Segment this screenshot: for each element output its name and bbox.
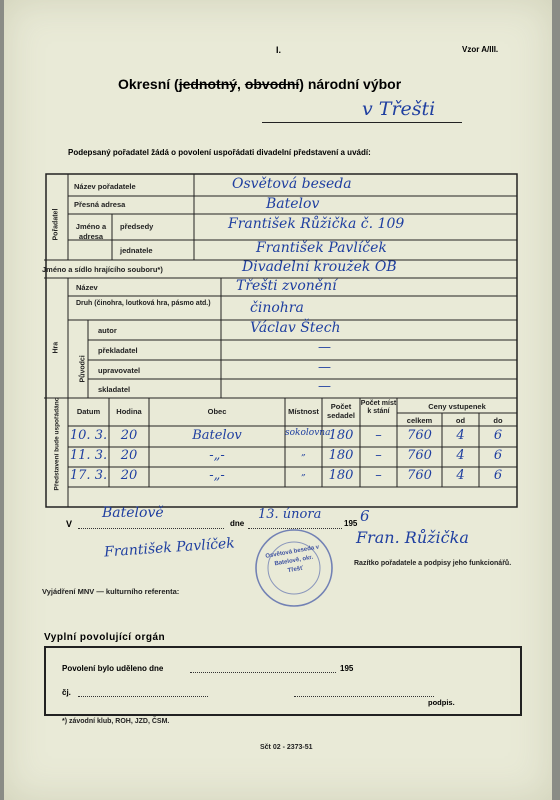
- composer-label: skladatel: [98, 385, 131, 394]
- perf-town: -„-: [209, 468, 225, 483]
- composer-value: —: [318, 379, 331, 394]
- ref-line: [78, 690, 208, 697]
- translator-value: —: [318, 340, 331, 355]
- secretary-value: František Pavlíček: [256, 240, 387, 256]
- perf-hour: 20: [120, 468, 138, 483]
- origin-section-label: Původci: [79, 355, 87, 383]
- author-label: autor: [98, 326, 117, 335]
- col-prices-header: Ceny vstupenek: [428, 402, 486, 411]
- perf-hour: 20: [120, 428, 138, 443]
- perf-venue: „: [301, 468, 306, 478]
- year-prefix: 195: [344, 519, 358, 528]
- translator-label: překladatel: [98, 346, 138, 355]
- perf-from: 4: [456, 448, 465, 463]
- perf-to: 6: [493, 468, 503, 483]
- ensemble-value: Divadelní kroužek OB: [242, 259, 397, 275]
- signature-place: Batelově: [102, 505, 164, 521]
- form-paper: [4, 0, 552, 800]
- granted-line: [190, 666, 336, 673]
- performances-section-label: Představení bude uspořádáno: [53, 397, 61, 491]
- ensemble-label: Jméno a sídlo hrajícího souboru*): [42, 265, 163, 274]
- organizer-address-value: Batelov: [266, 196, 320, 212]
- chairman-label: předsedy: [120, 222, 154, 231]
- col-date-header: Datum: [76, 407, 101, 416]
- form-code: Vzor A/III.: [462, 45, 499, 54]
- chairman-value: František Růžička č. 109: [228, 216, 405, 232]
- intro-text: Podepsaný pořadatel žádá o povolení uspořádati divadelní představení a uvádí:: [68, 148, 371, 157]
- perf-standing: –: [375, 468, 382, 483]
- play-section-label: Hra: [52, 341, 60, 354]
- perf-hour: 20: [120, 448, 138, 463]
- col-total-header: celkem: [406, 416, 433, 425]
- granted-year-prefix: 195: [340, 664, 354, 673]
- signature-left: František Pavlíček: [103, 535, 236, 561]
- perf-town: -„-: [209, 448, 225, 463]
- col-from-header: od: [455, 416, 466, 425]
- perf-from: 4: [456, 428, 465, 443]
- perf-date: 11. 3.: [69, 448, 108, 463]
- perf-date: 10. 3.: [69, 428, 108, 443]
- granted-label: Povolení bylo uděleno dne: [62, 664, 164, 673]
- place-prefix: V: [66, 519, 73, 529]
- name-address-label: Jméno a adresa: [75, 222, 107, 241]
- perf-venue: „: [301, 448, 306, 458]
- adapter-label: upravovatel: [98, 366, 141, 375]
- play-title-label: Název: [76, 283, 98, 292]
- play-genre-value: činohra: [250, 300, 304, 316]
- form-title: Okresní (jednotný, obvodní) národní výbor: [118, 76, 402, 92]
- col-venue-header: Místnost: [288, 407, 319, 416]
- perf-town: Batelov: [192, 428, 242, 443]
- col-to-header: do: [493, 416, 503, 425]
- stamp-text: Osvětová beseda v Batelově, okr. Třešť: [265, 544, 320, 575]
- form-number: I.: [276, 45, 282, 55]
- author-value: Václav Štech: [250, 320, 341, 336]
- play-title-value: Třešti zvonění: [236, 278, 337, 294]
- sign-line: [294, 690, 434, 697]
- col-seats-header: Počet sedadel: [327, 402, 355, 420]
- perf-seats: 180: [328, 468, 354, 483]
- col-hour-header: Hodina: [116, 407, 142, 416]
- signature-caption: Razítko pořadatele a podpisy jeho funkcionářů.: [354, 560, 512, 567]
- organizer-name-value: Osvětová beseda: [232, 176, 352, 192]
- organizer-section-label: Pořadatel: [52, 208, 60, 241]
- adapter-value: —: [318, 360, 331, 375]
- perf-to: 6: [493, 428, 503, 443]
- perf-standing: –: [375, 448, 382, 463]
- date-prefix: dne: [230, 519, 245, 528]
- signature-right: Fran. Růžička: [356, 528, 469, 547]
- play-genre-label: Druh (činohra, loutková hra, pásmo atd.): [76, 300, 211, 307]
- perf-standing: –: [375, 428, 382, 443]
- perf-date: 17. 3.: [69, 468, 108, 483]
- organizer-name-label: Název pořadatele: [74, 182, 136, 191]
- perf-from: 4: [456, 468, 465, 483]
- footnote: *) závodní klub, ROH, JZD, ČSM.: [62, 718, 170, 725]
- sign-label: podpis.: [428, 698, 455, 707]
- ref-label: čj.: [62, 688, 71, 697]
- perf-total: 760: [407, 428, 432, 443]
- signature-year: 6: [360, 507, 370, 525]
- col-town-header: Obec: [207, 407, 227, 416]
- col-standing-header: Počet míst k stání: [360, 400, 397, 415]
- secretary-label: jednatele: [120, 246, 153, 255]
- perf-seats: 180: [328, 428, 354, 443]
- perf-total: 760: [407, 468, 432, 483]
- perf-seats: 180: [328, 448, 354, 463]
- perf-to: 6: [493, 448, 503, 463]
- office-location: v Třešti: [362, 98, 436, 120]
- mnv-label: Vyjádření MNV — kulturního referenta:: [42, 587, 180, 596]
- perf-total: 760: [407, 448, 432, 463]
- authority-heading: Vyplní povolující orgán: [44, 632, 166, 643]
- print-code: Sčt 02 - 2373-51: [260, 744, 313, 751]
- organizer-address-label: Přesná adresa: [74, 200, 126, 209]
- perf-venue: sokolovna: [285, 428, 331, 438]
- signature-date: 13. února: [258, 507, 322, 522]
